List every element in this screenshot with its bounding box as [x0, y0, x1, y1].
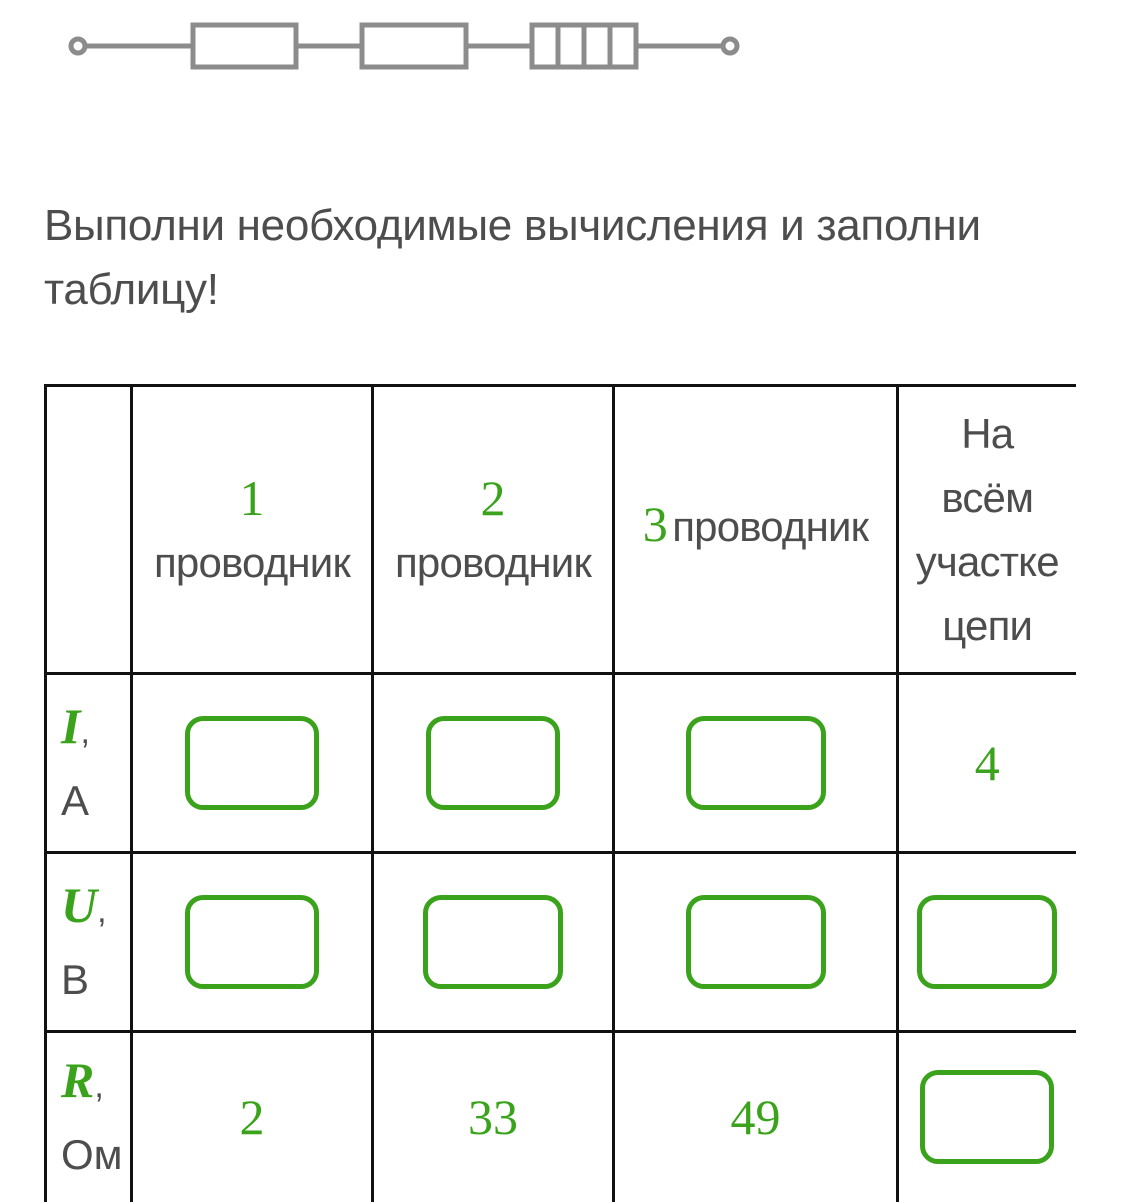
- resistor-2-icon: [362, 25, 466, 67]
- cell-resistance-1: [132, 1032, 373, 1202]
- conductor-number: 3: [642, 495, 668, 552]
- cell-resistance-3: [614, 1032, 898, 1202]
- cell-voltage-1: [132, 853, 373, 1032]
- calculation-table: [44, 384, 1076, 1202]
- header-line: участке: [915, 537, 1059, 585]
- conductor-label: проводник: [672, 502, 869, 550]
- quantity-symbol: R: [61, 1051, 95, 1108]
- quantity-unit: Ом: [61, 1130, 123, 1178]
- header-line: всём: [941, 473, 1034, 521]
- conductor-label: проводник: [153, 538, 351, 586]
- label-comma: ,: [97, 891, 107, 930]
- answer-input-current-2[interactable]: [426, 716, 560, 810]
- answer-input-voltage-1[interactable]: [185, 895, 319, 989]
- header-row: [46, 386, 1076, 674]
- answer-input-current-1[interactable]: [185, 716, 319, 810]
- cell-current-1: [132, 674, 373, 853]
- label-comma: ,: [80, 712, 90, 751]
- instruction-text: Выполни необходимые вычисления и заполни таблицу!: [44, 201, 981, 314]
- terminal-right-icon: [723, 39, 737, 53]
- header-line: цепи: [942, 601, 1033, 649]
- answer-input-voltage-2[interactable]: [423, 895, 563, 989]
- resistor-3-icon: [532, 25, 636, 67]
- row-label-voltage: [46, 853, 132, 1032]
- given-value: 2: [239, 1089, 265, 1146]
- resistor-1-icon: [193, 25, 296, 67]
- label-comma: ,: [94, 1066, 104, 1105]
- answer-input-voltage-total[interactable]: [917, 895, 1057, 989]
- answer-input-current-3[interactable]: [686, 716, 826, 810]
- answer-input-voltage-3[interactable]: [686, 895, 826, 989]
- header-whole-circuit: [898, 386, 1076, 674]
- cell-resistance-total: [898, 1032, 1076, 1202]
- header-line: На: [961, 409, 1014, 457]
- header-conductor-2: [373, 386, 614, 674]
- table-row-resistance: [46, 1032, 1076, 1202]
- conductor-number: 2: [480, 469, 506, 526]
- quantity-unit: В: [61, 955, 90, 1003]
- quantity-symbol: I: [61, 697, 81, 754]
- answer-input-resistance-total[interactable]: [920, 1070, 1054, 1164]
- cell-voltage-3: [614, 853, 898, 1032]
- given-value: 33: [468, 1089, 518, 1146]
- given-value: 49: [730, 1089, 781, 1146]
- quantity-unit: А: [61, 776, 90, 824]
- header-corner-cell: [46, 386, 132, 674]
- cell-current-3: [614, 674, 898, 853]
- conductor-number: 1: [239, 469, 265, 526]
- cell-current-total: [898, 674, 1076, 853]
- given-value: 4: [974, 735, 1000, 791]
- header-conductor-3: [614, 386, 898, 674]
- cell-voltage-2: [373, 853, 614, 1032]
- cell-voltage-total: [898, 853, 1076, 1032]
- cell-resistance-2: [373, 1032, 614, 1202]
- terminal-left-icon: [71, 39, 85, 53]
- conductor-label: проводник: [394, 538, 592, 586]
- row-label-resistance: [46, 1032, 132, 1202]
- table-row-voltage: [46, 853, 1076, 1032]
- circuit-diagram: [0, 0, 800, 100]
- quantity-symbol: U: [61, 876, 98, 933]
- header-conductor-1: [132, 386, 373, 674]
- row-label-current: [46, 674, 132, 853]
- cell-current-2: [373, 674, 614, 853]
- table-row-current: [46, 674, 1076, 853]
